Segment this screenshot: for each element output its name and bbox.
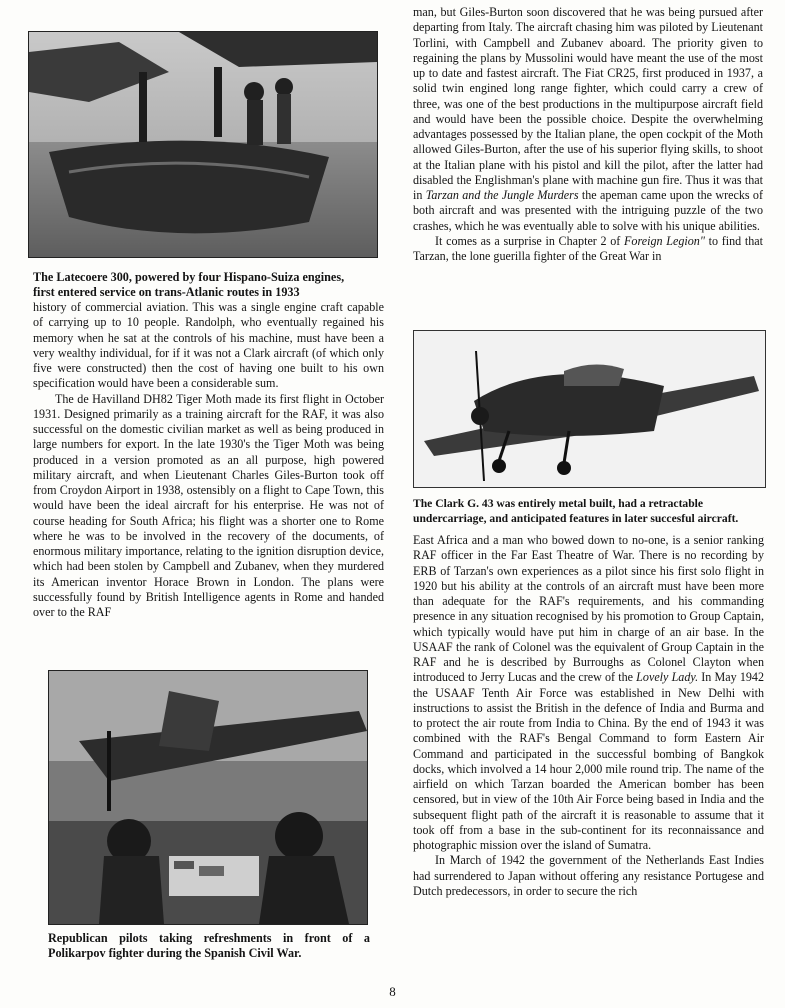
raf-officer-text-b: In May 1942 the USAAF Tenth Air Force was established in New Delhi with instructions to assist the British in the defence of India and Burma and to protect the air route from India to China. By the end of 1943 it was combined with the RAF's Bengal Command to form Eastern Air Command and participated in the successful bombing of Bangkok docks, which involved a 14 hour 2,000 mile round trip. The name of the airfield on which Tarzan boarded the American bomber has been censored, but in view of the 10th Air Force being based in India and the subsequent flight path of the aircraft it is reasonable to assume that it took off from a base in the sub-continent for its reconnaissance and photographic mission over the island of Sumatra. — [413, 670, 765, 852]
latecoere-caption-line2: first entered service on trans-Atlanic routes in 1933 — [33, 285, 300, 299]
right-column-text-top — [413, 5, 763, 264]
paragraph-tiger-moth: The de Havilland DH82 Tiger Moth made its first flight in October 1931. Designed primarily as a training aircraft for the RAF, it was also successful on the domestic civilian market as well as being produced in large numbers for export. In the late 1930's the Tiger Moth was being produced in a version promoted as an all purpose, high powered military aircraft, and when Lieutenant Charles Giles-Burton took off from Croydon Airport in 1938, ostensibly on a flight to Cape Town, this would have been the ideal aircraft for his enterprise. He was not of course heading for South Africa; his flight was a shorter one to Rome where he was to be involved in the recovery of the documents, of enormous military importance, relating to the ignition disruption device, which had been stolen by Campbell and Zubanev, when they murdered its American inventor Horace Brown in London. The plans were successfully found by British Intelligence agents in Rome and handed over to the RAF — [33, 391, 384, 619]
latecoere-photo — [28, 31, 378, 258]
latecoere-caption — [33, 270, 383, 300]
latecoere-caption-line1: The Latecoere 300, powered by four Hispano-Suiza engines, — [33, 270, 345, 284]
polikarpov-image — [49, 671, 367, 924]
clark-caption — [413, 496, 765, 526]
clark-caption-text: The Clark G. 43 was entirely metal built, had a retractable undercarriage, and anticipated features in later succesful aircraft. — [413, 497, 739, 525]
pursuit-text-a: man, but Giles-Burton soon discovered that he was being pursued after departing from Italy. The aircraft chasing him was piloted by Lieutenant Torlini, with Campbell and Zubanev aboard. The priority given to regaining the plans by Mussolini would have meant the use of the most up to date and fastest aircraft. The Fiat CR25, first produced in 1937, a solid twin engined long range fighter, which could carry a crew of three, was one of the best productions in the multipurpose aircraft field and would have been the possible choice. Despite the overwhelming advantages possessed by the Italian plane, the open cockpit of the Moth allowed Giles-Burton, after the use of his superior flying skills, to shoot at the Italian plane with his pistol and kill the pilot, after the latter had disabled the Englishman's plane with machine gun fire. Thus it was that in — [413, 5, 763, 202]
lovely-lady-title: Lovely Lady. — [636, 670, 699, 685]
pursuit-book-title: Tarzan and the Jungle Murders — [425, 188, 579, 202]
polikarpov-caption — [48, 931, 370, 961]
paragraph-pursuit — [413, 5, 763, 234]
clark-photo — [413, 330, 766, 488]
raf-officer-text-a: East Africa and a man who bowed down to no-one, is a senior ranking RAF officer in the Far East Theatre of War. There is no recording by ERB of Tarzan's own experiences as a pilot since his first solo flight in 1920 but his ability at the controls of an aircraft must have been more than adequate for the RAF's requirements, and his commanding presence in any situation recognised by his promotion to Group Captain, which typically would have put him in charge of an air base. In the USAAF the rank of Colonel was the equivalent of Group Captain in the RAF and he is described by Burroughs as Colonel Clayton when introduced to Jerry Lucas and the crew of the — [413, 533, 764, 685]
paragraph-netherlands: In March of 1942 the government of the Netherlands East Indies had surrendered to Japan without offering any resistance Portugese and Dutch predecessors, in order to secure the rich — [413, 853, 764, 898]
polikarpov-photo — [48, 670, 368, 925]
foreign-legion-text-b: to find that Tarzan, the lone guerilla fighter of the Great War in — [413, 233, 763, 263]
paragraph-foreign-legion — [413, 234, 763, 265]
paragraph-commercial-aviation: history of commercial aviation. This was a single engine craft capable of carrying up to 10 people. Randolph, who eventually regained his memory when he sat at the controls of his machine, must have been a very wealthy individual, for if it was not a Clark aircraft (of which only five were constructed) then the cost of having one built to his own specification would have been a considerable sum. — [33, 300, 384, 391]
polikarpov-caption-text: Republican pilots taking refreshments in front of a Polikarpov fighter during the Spanish Civil War. — [48, 931, 370, 960]
foreign-legion-text-a: It comes as a surprise in Chapter 2 of — [435, 233, 625, 248]
latecoere-image — [29, 32, 377, 257]
foreign-legion-title: Foreign Legion" — [624, 233, 705, 248]
right-column-text-bottom — [413, 533, 764, 899]
pursuit-text-b: the apeman came upon the wrecks of both aircraft and was presented with the intriguing puzzle of the two crashes, which he was eventually able to solve with his unique abilities. — [413, 188, 764, 233]
page-number: 8 — [389, 984, 396, 999]
clark-image — [414, 331, 765, 487]
left-column-text — [33, 300, 384, 620]
paragraph-raf-officer — [413, 533, 764, 853]
